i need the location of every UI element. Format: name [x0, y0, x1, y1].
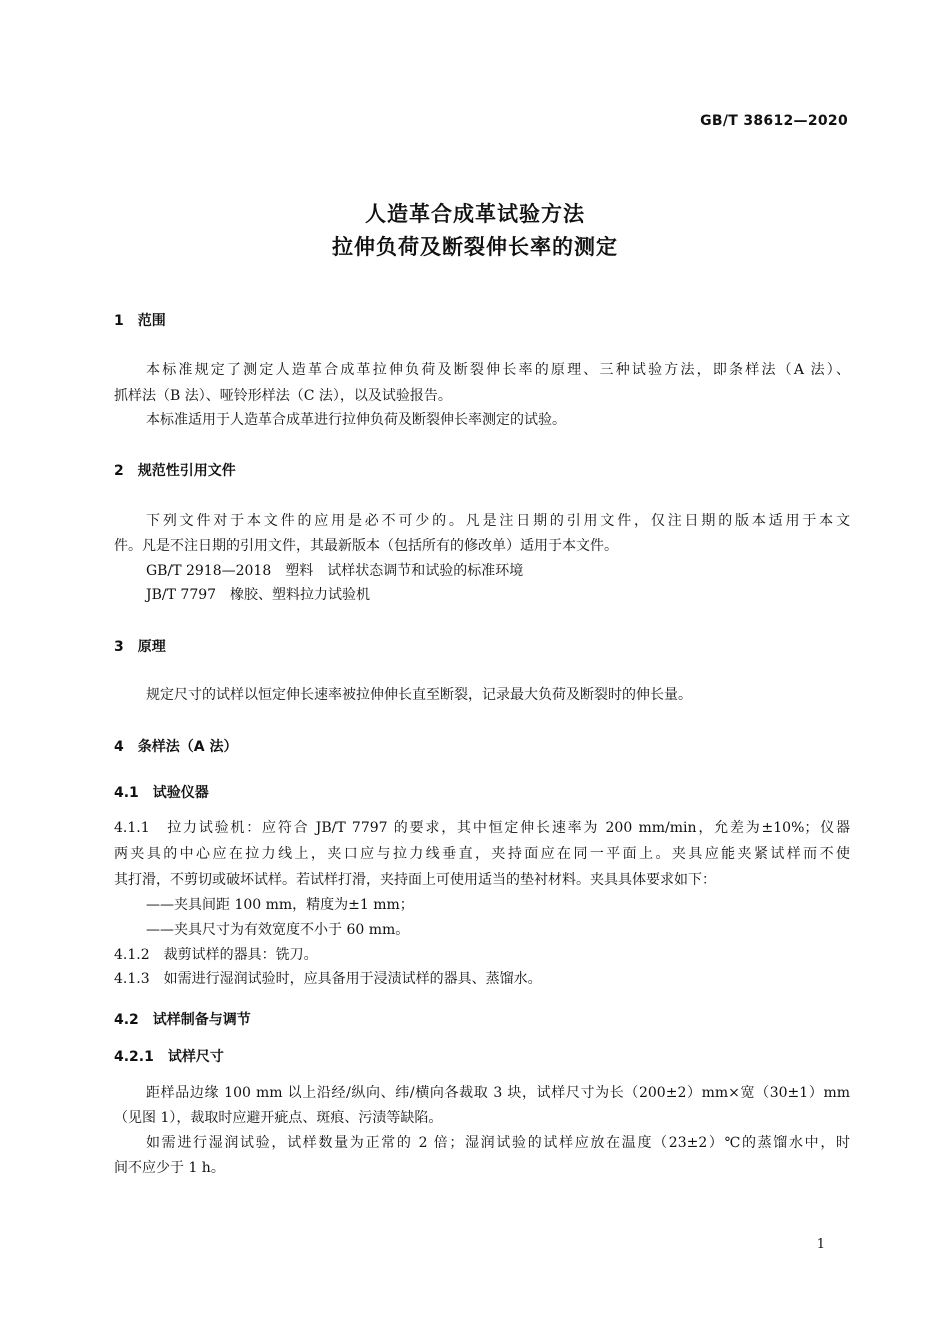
reference-gbt2918: GB/T 2918—2018 塑料 试样状态调节和试验的标准环境	[146, 563, 524, 579]
page-number: 1	[816, 1237, 825, 1252]
section-2-heading: 2 规范性引用文件	[114, 463, 236, 479]
section-4-2-heading: 4.2 试样制备与调节	[114, 1012, 251, 1028]
clause-4-1-2: 4.1.2 裁剪试样的器具：铣刀。	[114, 947, 318, 963]
clause-4-2-1-para2-line1: 如需进行湿润试验，试样数量为正常的 2 倍；湿润试验的试样应放在温度（23±2）℃的蒸馏水中，时	[146, 1135, 850, 1151]
section-4-1-heading: 4.1 试验仪器	[114, 785, 209, 801]
sec3-para1: 规定尺寸的试样以恒定伸长速率被拉伸伸长直至断裂，记录最大负荷及断裂时的伸长量。	[146, 687, 692, 703]
sec2-para1-line2: 件。凡是不注日期的引用文件，其最新版本（包括所有的修改单）适用于本文件。	[114, 538, 618, 554]
clause-4-2-1-para1-line1: 距样品边缘 100 mm 以上沿经/纵向、纬/横向各裁取 3 块，试样尺寸为长（200±2）mm×宽（30±1）mm	[146, 1085, 850, 1101]
clause-4-1-1-line3: 其打滑，不剪切或破坏试样。若试样打滑，夹持面上可使用适当的垫衬材料。夹具具体要求如下：	[114, 872, 716, 888]
section-4-2-1-heading: 4.2.1 试样尺寸	[114, 1049, 224, 1065]
sec1-para1-line1: 本标准规定了测定人造革合成革拉伸负荷及断裂伸长率的原理、三种试验方法，即条样法（A 法）、	[146, 362, 850, 378]
title-line-1: 人造革合成革试验方法	[365, 202, 585, 226]
sec2-para1-line1: 下列文件对于本文件的应用是必不可少的。凡是注日期的引用文件，仅注日期的版本适用于本文	[146, 513, 850, 529]
section-4-heading: 4 条样法（A 法）	[114, 739, 238, 755]
clause-4-1-1-line1: 4.1.1 拉力试验机：应符合 JB/T 7797 的要求，其中恒定伸长速率为 200 mm/min，允差为±10%；仪器	[114, 820, 850, 836]
title-line-2: 拉伸负荷及断裂伸长率的测定	[332, 235, 618, 259]
dash-item-1: ——夹具间距 100 mm，精度为±1 mm；	[146, 897, 414, 913]
clause-4-1-3: 4.1.3 如需进行湿润试验时，应具备用于浸渍试样的器具、蒸馏水。	[114, 971, 542, 987]
standard-number: GB/T 38612—2020	[700, 113, 848, 129]
clause-4-1-1-line2: 两夹具的中心应在拉力线上，夹口应与拉力线垂直，夹持面应在同一平面上。夹具应能夹紧试样而不使	[114, 846, 850, 862]
section-1-heading: 1 范围	[114, 313, 166, 329]
section-3-heading: 3 原理	[114, 639, 166, 655]
clause-4-2-1-para2-line2: 间不应少于 1 h。	[114, 1160, 225, 1176]
clause-4-2-1-para1-line2: （见图 1），裁取时应避开疵点、斑痕、污渍等缺陷。	[114, 1110, 443, 1126]
sec1-para1-line2: 抓样法（B 法）、哑铃形样法（C 法），以及试验报告。	[114, 388, 452, 404]
reference-jbt7797: JB/T 7797 橡胶、塑料拉力试验机	[146, 587, 371, 603]
sec1-para2: 本标准适用于人造革合成革进行拉伸负荷及断裂伸长率测定的试验。	[146, 412, 566, 428]
dash-item-2: ——夹具尺寸为有效宽度不小于 60 mm。	[146, 922, 410, 938]
